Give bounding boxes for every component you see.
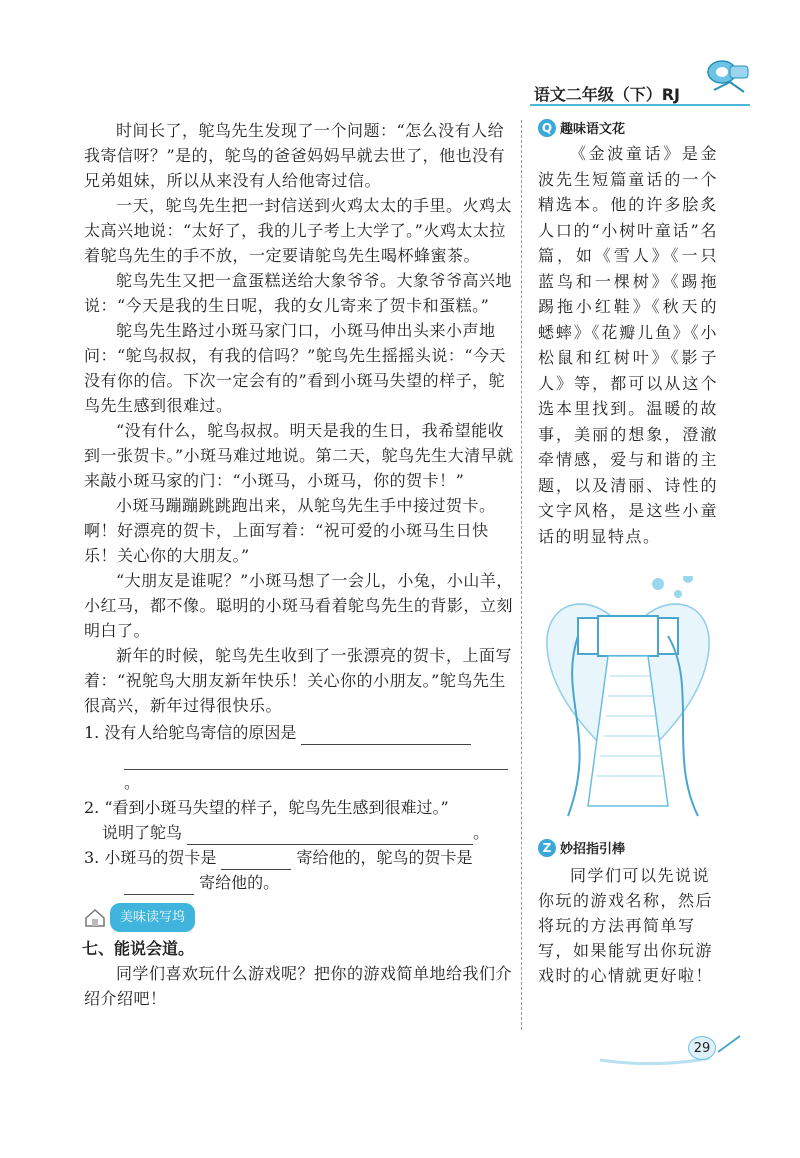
question-2-cont [84, 820, 514, 845]
story-paragraph: “没有什么，鸵鸟叔叔。明天是我的生日，我希望能收到一张贺卡。”小斑马难过地说。第二天，鸵鸟先生大清早就来敲小斑马家的门：“小斑马，小斑马，你的贺卡！” [84, 421, 514, 490]
answer-blank-1[interactable] [301, 726, 471, 745]
story-paragraph: 鸵鸟先生又把一盒蛋糕送给大象爷爷。大象爷爷高兴地说：“今天是我的生日呢，我的女儿寄来了贺卡和蛋糕。” [84, 271, 513, 315]
answer-blank-3b[interactable] [124, 876, 194, 895]
question-1-end: 。 [124, 773, 141, 792]
writing-badge: 美味读写坞 [110, 903, 195, 932]
fun-chinese-icon: Q [538, 119, 556, 137]
house-icon [84, 908, 106, 928]
heart-window-illustration [538, 576, 718, 826]
tip-tag [538, 838, 718, 857]
question-1-text: 1. 没有人给鸵鸟寄信的原因是 [84, 723, 297, 742]
question-1-cont [84, 745, 514, 795]
story-paragraph: 一天，鸵鸟先生把一封信送到火鸡太太的手里。火鸡太太高兴地说：“太好了，我的儿子考上大学了。”火鸡太太拉着鸵鸟先生的手不放，一定要请鸵鸟先生喝杯蜂蜜茶。 [84, 196, 513, 265]
sidebar-reading [538, 118, 718, 549]
sidebar-text-2: 同学们可以先说说你玩的游戏名称，然后将玩的方法再简单写写，如果能写出你玩游戏时的心情就更好啦！ [538, 866, 714, 985]
column-divider [521, 120, 522, 1030]
answer-blank-2[interactable] [187, 826, 473, 845]
sidebar-text-1: 《金波童话》是金波先生短篇童话的一个精选本。他的许多脍炙人口的“小树叶童话”名篇，如《雪人》《一只蓝鸟和一棵树》《踢拖踢拖小红鞋》《秋天的蟋蟀》《花瓣儿鱼》《小松鼠和红树叶》《影子人》等，都可以从这个选本里找到。温暖的故事，美丽的想象，澄澈牵情感，爱与和谐的主题，以及清丽、诗性的文字风格，是这些小童话的明显特点。 [538, 144, 718, 546]
question-2-text-b: 说明了鸵鸟 [102, 823, 183, 842]
question-1 [84, 720, 514, 745]
sidebar-tip [538, 838, 718, 988]
story-paragraph: 新年的时候，鸵鸟先生收到了一张漂亮的贺卡，上面写着：“祝鸵鸟大朋友新年快乐！关心你的小朋友。”鸵鸟先生很高兴，新年过得很快乐。 [84, 646, 513, 715]
answer-blank-1b[interactable] [124, 751, 508, 770]
question-3-cont [84, 870, 514, 895]
fun-chinese-tag [538, 118, 718, 137]
header-title: 语文二年级（下）RJ [533, 85, 680, 104]
writing-heading: 七、能说会道。 [82, 939, 195, 958]
question-2-text: 2. “看到小斑马失望的样子，鸵鸟先生感到很难过。” [84, 798, 449, 817]
story-column [84, 118, 514, 1011]
question-3-text-a: 3. 小斑马的贺卡是 [84, 848, 217, 867]
story-paragraph: 小斑马蹦蹦跳跳跑出来，从鸵鸟先生手中接过贺卡。啊！好漂亮的贺卡，上面写着：“祝可爱的小斑马生日快乐！关心你的大朋友。” [84, 496, 496, 565]
footer-wave [600, 1030, 750, 1070]
story-paragraph: 鸵鸟先生路过小斑马家门口，小斑马伸出头来小声地问：“鸵鸟叔叔，有我的信吗？”鸵鸟先生摇摇头说：“今天没有你的信。下次一定会有的”看到小斑马失望的样子，鸵鸟先生感到很难过。 [84, 321, 507, 415]
header-rule [530, 104, 750, 106]
tip-label: 妙招指引棒 [560, 842, 626, 857]
answer-blank-3a[interactable] [221, 851, 291, 870]
writing-prompt: 同学们喜欢玩什么游戏呢？把你的游戏简单地给我们介绍介绍吧！ [84, 964, 513, 1008]
question-3-text-b: 寄给他的，鸵鸟的贺卡是 [296, 848, 473, 867]
story-paragraph: 时间长了，鸵鸟先生发现了一个问题：“怎么没有人给我寄信呀？”是的，鸵鸟的爸爸妈妈早就去世了，他也没有兄弟姐妹，所以从来没有人给他寄过信。 [84, 121, 506, 190]
page-number: 29 [688, 1036, 716, 1060]
fun-chinese-label: 趣味语文花 [560, 122, 626, 137]
tip-icon: Z [538, 839, 556, 857]
writing-badge-row [84, 903, 514, 932]
question-3 [84, 845, 514, 870]
question-2-end: 。 [473, 823, 490, 842]
telescope-icon [700, 50, 760, 100]
question-2 [84, 795, 514, 820]
story-paragraph: “大朋友是谁呢？”小斑马想了一会儿，小兔，小山羊，小红马，都不像。聪明的小斑马看着鸵鸟先生的背影，立刻明白了。 [84, 571, 514, 640]
question-3-text-c: 寄给他的。 [199, 873, 280, 892]
